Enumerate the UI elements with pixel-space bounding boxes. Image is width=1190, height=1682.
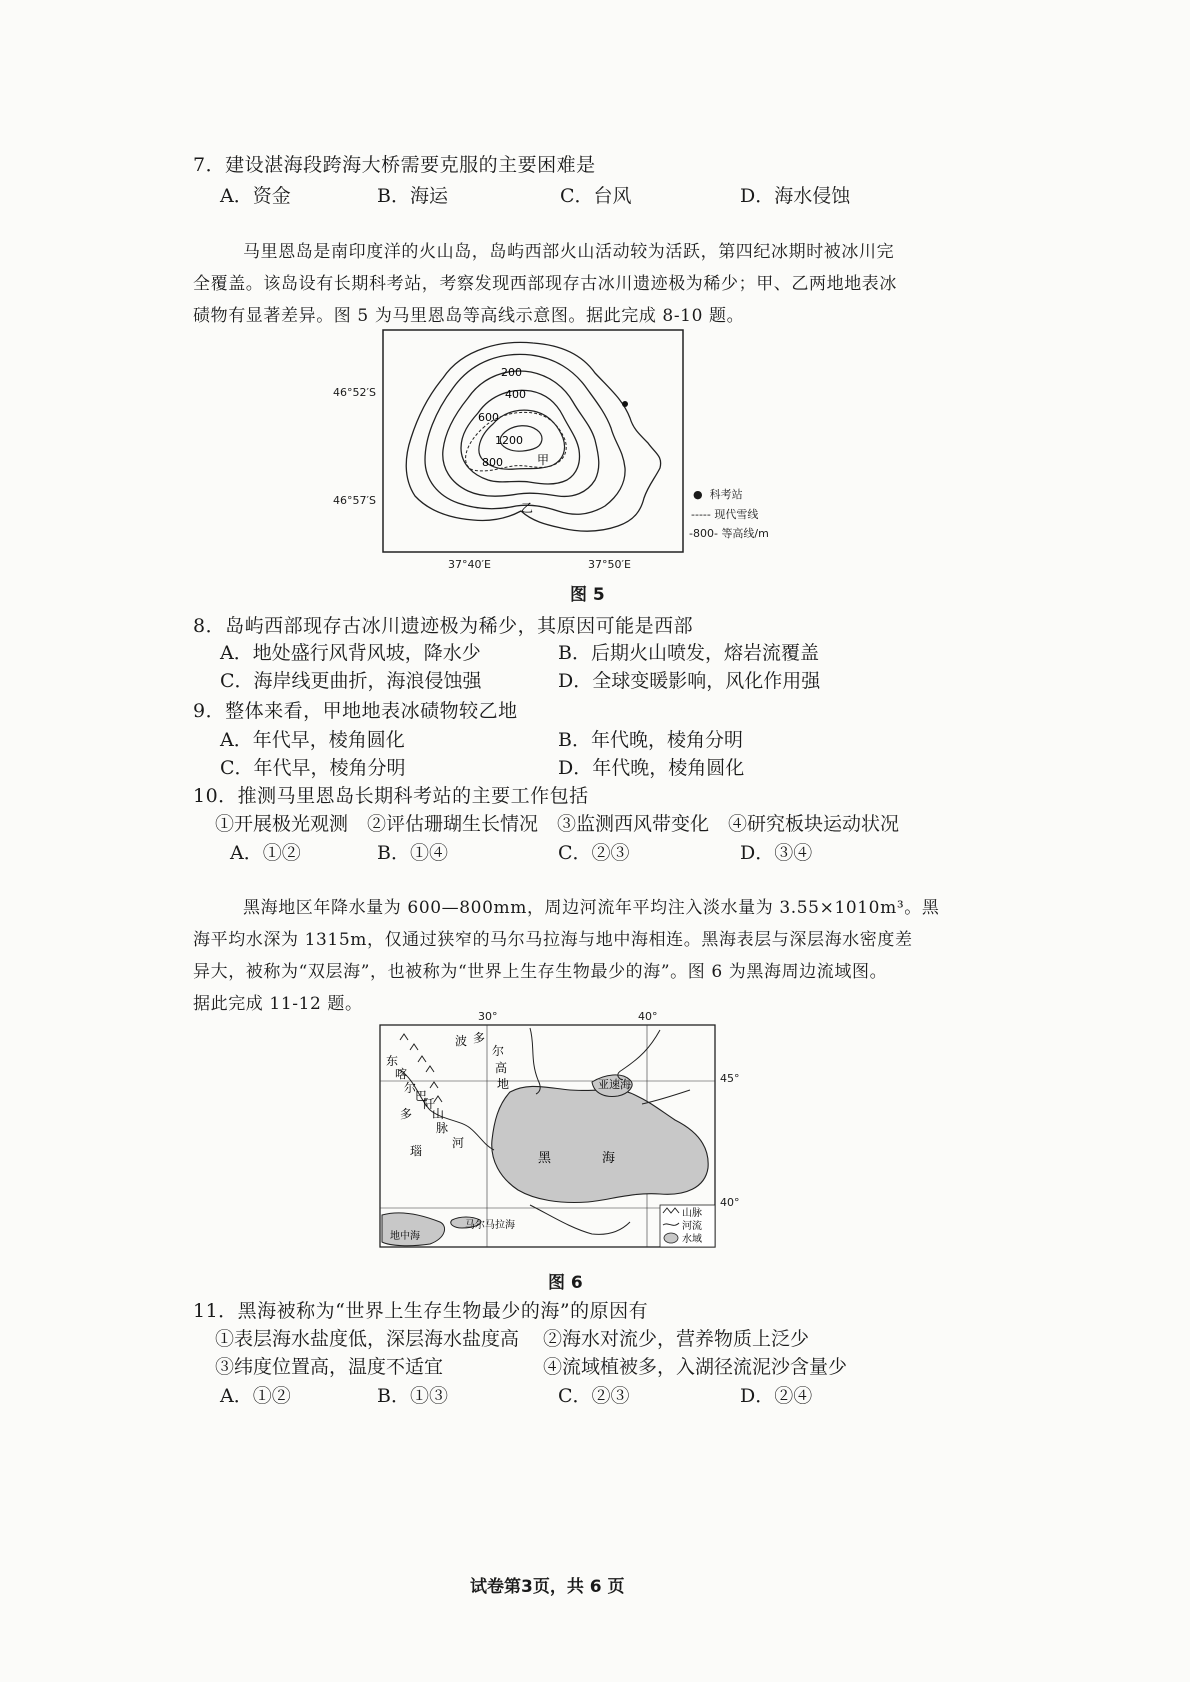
q7-option-d: D．海水侵蚀 [740,185,851,207]
contour-200 [425,354,625,514]
q10-items: ①开展极光观测 ②评估珊瑚生长情况 ③监测西风带变化 ④研究板块运动状况 [215,813,900,835]
label-duo: 多 [473,1031,486,1045]
contour-label-800: 800 [482,456,503,469]
label-nao: 瑙 [410,1144,423,1158]
figure-5 [333,328,813,578]
lat-label-2: 46°57′S [333,494,376,507]
page-footer: 试卷第3页，共 6 页 [470,1577,625,1597]
q10-option-d: D．③④ [740,842,813,864]
legend-river-label: 河流 [682,1221,702,1232]
lat-label-40: 40° [720,1196,740,1209]
contour-label-200: 200 [501,366,522,379]
label-azov: 亚速海 [598,1078,631,1091]
label-dong: 东 [386,1054,399,1068]
intro1-line: 全覆盖。该岛设有长期科考站，考察发现西部现存古冰川遗迹极为稀少；甲、乙两地地表冰 [193,274,897,294]
q7-option-c: C．台风 [560,185,632,207]
intro1-paragraph [193,236,897,332]
contour-label-600: 600 [478,411,499,424]
lon-label-2: 37°50′E [588,558,631,571]
q8-option-b: B．后期火山喷发，熔岩流覆盖 [558,642,819,664]
q9-option-a: A．年代早，棱角圆化 [220,729,405,751]
q7-option-a: A．资金 [220,185,291,207]
legend-mountain-label: 山脉 [682,1208,702,1219]
q11-item-2: ②海水对流少，营养物质上泛少 [543,1328,810,1350]
q9-stem: 9．整体来看，甲地地表冰碛物较乙地 [193,700,518,722]
lon-label-40: 40° [638,1010,658,1023]
dnieper-river [530,1028,540,1094]
label-marmara: 马尔马拉海 [465,1220,515,1231]
q10-stem: 10．推测马里恩岛长期科考站的主要工作包括 [193,785,589,807]
lat-label-45: 45° [720,1072,740,1085]
intro2-paragraph [193,892,939,1020]
kuban-river [642,1090,690,1104]
lon-label-30: 30° [478,1010,498,1023]
q11-stem: 11．黑海被称为“世界上生存生物最少的海”的原因有 [193,1300,649,1322]
q9-option-d: D．年代晚，棱角圆化 [558,757,745,779]
q11-item-4: ④流域植被多，入湖径流泥沙含量少 [543,1356,848,1378]
intro2-line: 黑海地区年降水量为 600—800mm，周边河流年平均注入淡水量为 3.55×1010m³。黑 [243,898,940,918]
label-shan: 山 [432,1107,445,1121]
figure-6 [360,1010,780,1260]
legend-contour: -800- 等高线/m [689,527,769,540]
station-dot-icon: ● [693,488,703,501]
figure-6-caption: 图 6 [548,1273,583,1293]
coastline [406,342,660,531]
intro1-line: 马里恩岛是南印度洋的火山岛，岛屿西部火山活动较为活跃，第四纪冰期时被冰川完 [243,242,895,262]
q10-option-c: C．②③ [558,842,630,864]
label-duo2: 多 [400,1107,413,1121]
q11-option-c: C．②③ [558,1385,630,1407]
q10-option-b: B．①④ [377,842,448,864]
q8-stem: 8．岛屿西部现存古冰川遗迹极为稀少，其原因可能是西部 [193,615,694,637]
intro2-line: 异大，被称为“双层海”，也被称为“世界上生存生物最少的海”。图 6 为黑海周边流域图。 [193,962,888,982]
q11-item-1: ①表层海水盐度低，深层海水盐度高 [215,1328,520,1350]
black-sea-water [492,1086,708,1202]
station-marker [622,401,628,407]
q11-option-b: B．①③ [377,1385,448,1407]
label-er2: 尔 [404,1081,417,1095]
q8-option-d: D．全球变暖影响，风化作用强 [558,670,821,692]
lat-label-1: 46°52′S [333,386,376,399]
contour-label-1200: 1200 [495,434,523,447]
label-di: 地 [497,1077,510,1091]
q7-stem: 7．建设湛海段跨海大桥需要克服的主要困难是 [193,154,596,176]
legend-station: ● 科考站 [693,488,743,501]
label-mediterranean: 地中海 [390,1231,420,1242]
contour-label-400: 400 [505,388,526,401]
label-he: 河 [452,1136,465,1150]
label-ba: 巴 [415,1089,428,1103]
place-label-yi: 乙 [521,501,534,515]
figure-5-caption: 图 5 [570,585,605,605]
label-bo: 波 [455,1034,468,1048]
lon-label-1: 37°40′E [448,558,491,571]
label-ka: 喀 [395,1067,408,1081]
q9-option-b: B．年代晚，棱角分明 [558,729,743,751]
intro2-line: 据此完成 11-12 题。 [193,994,363,1014]
intro1-line: 碛物有显著差异。图 5 为马里恩岛等高线示意图。据此完成 8-10 题。 [193,306,745,326]
q10-option-a: A．①② [230,842,301,864]
label-er: 尔 [492,1044,505,1058]
don-river [618,1030,660,1080]
anatolia-river [530,1205,630,1234]
q11-item-3: ③纬度位置高，温度不适宜 [215,1356,444,1378]
label-hai: 海 [602,1151,616,1166]
place-label-jia: 甲 [537,453,550,467]
intro2-line: 海平均水深为 1315m，仅通过狭窄的马尔马拉海与地中海相连。黑海表层与深层海水密度差 [193,930,913,950]
q9-option-c: C．年代早，棱角分明 [220,757,406,779]
q11-option-a: A．①② [220,1385,291,1407]
q7-option-b: B．海运 [377,185,448,207]
label-qian: 阡 [423,1097,436,1111]
label-gao: 高 [495,1061,508,1075]
q8-option-c: C．海岸线更曲折，海浪侵蚀强 [220,670,482,692]
legend-water-label: 水域 [682,1234,702,1245]
label-hei: 黑 [538,1151,552,1166]
label-mai: 脉 [436,1121,449,1135]
legend-snowline: ----- 现代雪线 [691,508,759,521]
q11-option-d: D．②④ [740,1385,813,1407]
dashed-line-icon: ----- [691,508,711,521]
legend-water-icon [664,1233,678,1243]
figure-6-map [360,1010,780,1260]
q8-option-a: A．地处盛行风背风坡，降水少 [220,642,481,664]
